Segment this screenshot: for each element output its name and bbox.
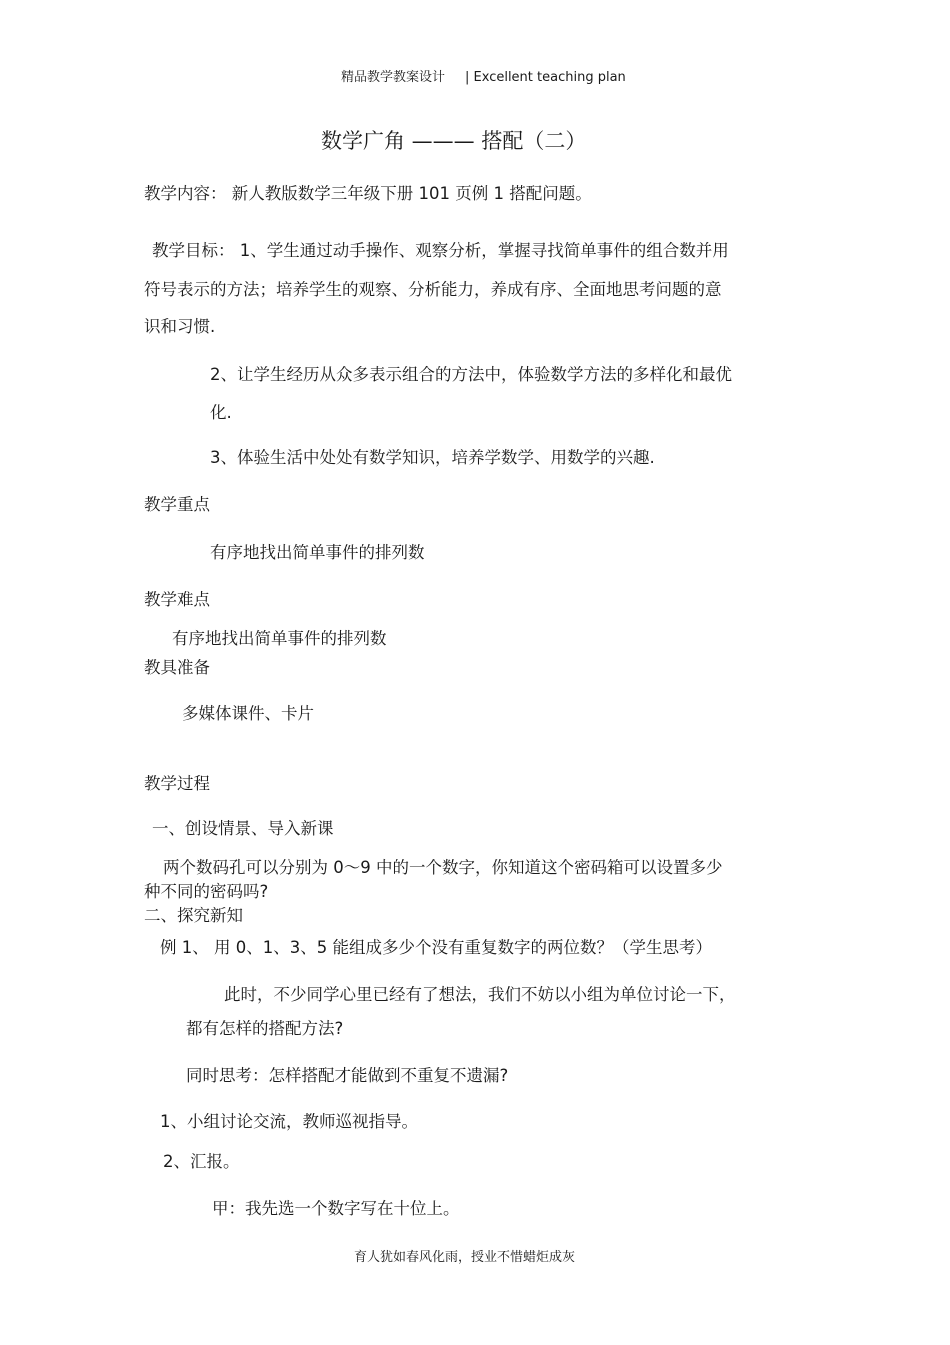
materials-text: 多媒体课件、卡片 [182,704,314,723]
paragraph-2: 同时思考：怎样搭配才能做到不重复不遗漏? [186,1066,509,1085]
page-title: 数学广角 ——— 搭配（二） [321,129,587,153]
step-1: 1、小组讨论交流，教师巡视指导。 [160,1112,418,1131]
footer: 育人犹如春风化雨，授业不惜蜡炬成灰 [354,1250,576,1265]
paragraph-1-line-1: 此时，不少同学心里已经有了想法，我们不妨以小组为单位讨论一下， [224,985,736,1004]
content-line: 教学内容： 新人教版数学三年级下册 101 页例 1 搭配问题。 [144,184,592,203]
goal-line-3: 识和习惯. [144,317,216,336]
difficulty-text: 有序地找出简单事件的排列数 [172,629,387,648]
difficulty-heading: 教学难点 [144,590,210,609]
section-2-heading: 二、探究新知 [144,906,243,925]
goal-3: 3、体验生活中处处有数学知识，培养学数学、用数学的兴趣. [210,448,655,467]
key-point-heading: 教学重点 [144,495,210,514]
example-1: 例 1、 用 0、1、3、5 能组成多少个没有重复数字的两位数？（学生思考） [160,938,712,957]
step-2-answer-a: 甲：我先选一个数字写在十位上。 [212,1199,460,1218]
goal-2-line-1: 2、让学生经历从众多表示组合的方法中，体验数学方法的多样化和最优 [210,365,732,384]
step-2: 2、汇报。 [163,1152,240,1171]
section-1-heading: 一、创设情景、导入新课 [152,819,334,838]
section-1-line-2: 种不同的密码吗? [144,882,269,901]
header-left: 精品教学教案设计 [341,70,446,85]
goal-line-1: 教学目标： 1、学生通过动手操作、观察分析，掌握寻找简单事件的组合数并用 [152,241,729,260]
process-heading: 教学过程 [144,774,210,793]
goal-line-2: 符号表示的方法；培养学生的观察、分析能力，养成有序、全面地思考问题的意 [144,280,722,299]
header-right: | Excellent teaching plan [465,70,626,85]
section-1-line-1: 两个数码孔可以分别为 0～9 中的一个数字，你知道这个密码箱可以设置多少 [163,858,723,877]
materials-heading: 教具准备 [144,658,210,677]
key-point-text: 有序地找出简单事件的排列数 [210,543,425,562]
paragraph-1-line-2: 都有怎样的搭配方法? [186,1019,344,1038]
goal-2-line-2: 化. [210,403,232,422]
